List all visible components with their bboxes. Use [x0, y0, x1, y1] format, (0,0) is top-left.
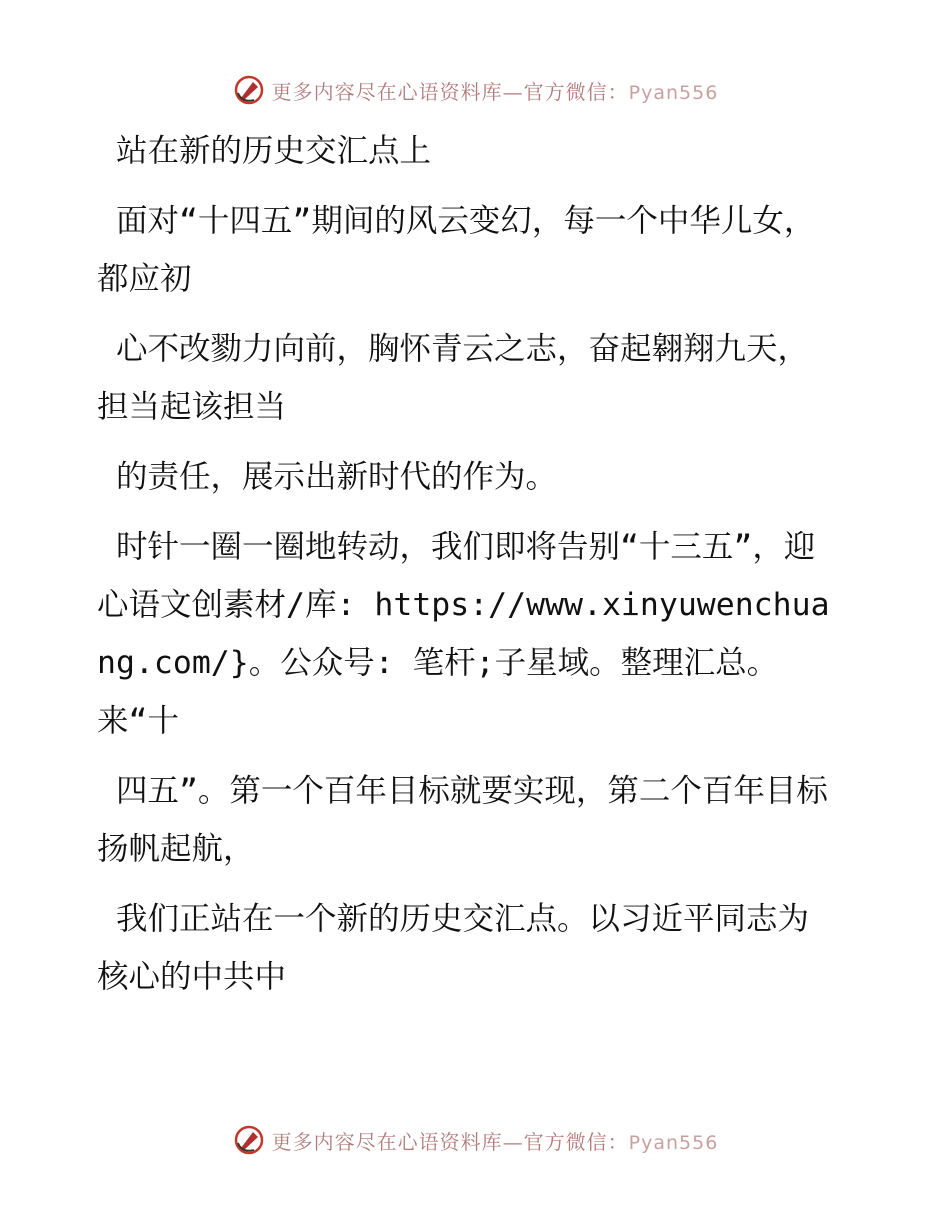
paragraph: 面对“十四五”期间的风云变幻，每一个中华儿女，都应初	[97, 203, 816, 297]
paragraph: 站在新的历史交汇点上	[97, 133, 431, 169]
banner-text: 更多内容尽在心语资料库—官方微信：Pyan556	[271, 79, 719, 104]
paragraph: 我们正站在一个新的历史交汇点。以习近平同志为核心的中共中	[97, 901, 809, 995]
paragraph: 时针一圈一圈地转动，我们即将告别“十三五”，迎心语文创素材/库: https://www.xinyuwenchuang.com/}。公众号: 笔杆;子星域。整理汇总。来“十	[97, 529, 830, 739]
paragraph: 的责任，展示出新时代的作为。	[97, 459, 557, 495]
wechat-id: Pyan556	[628, 81, 719, 104]
paragraph: 四五”。第一个百年目标就要实现，第二个百年目标扬帆起航，	[97, 773, 828, 867]
footer-banner	[0, 1120, 950, 1160]
header-banner	[0, 70, 950, 110]
pen-nib-logo-icon	[232, 73, 266, 107]
paragraph: 心不改勠力向前，胸怀青云之志，奋起翱翔九天，担当起该担当	[97, 331, 809, 425]
pen-nib-logo-icon	[232, 1123, 266, 1157]
banner-text: 更多内容尽在心语资料库—官方微信：Pyan556	[271, 1129, 719, 1154]
body-text	[97, 122, 837, 1006]
wechat-id: Pyan556	[628, 1131, 719, 1154]
